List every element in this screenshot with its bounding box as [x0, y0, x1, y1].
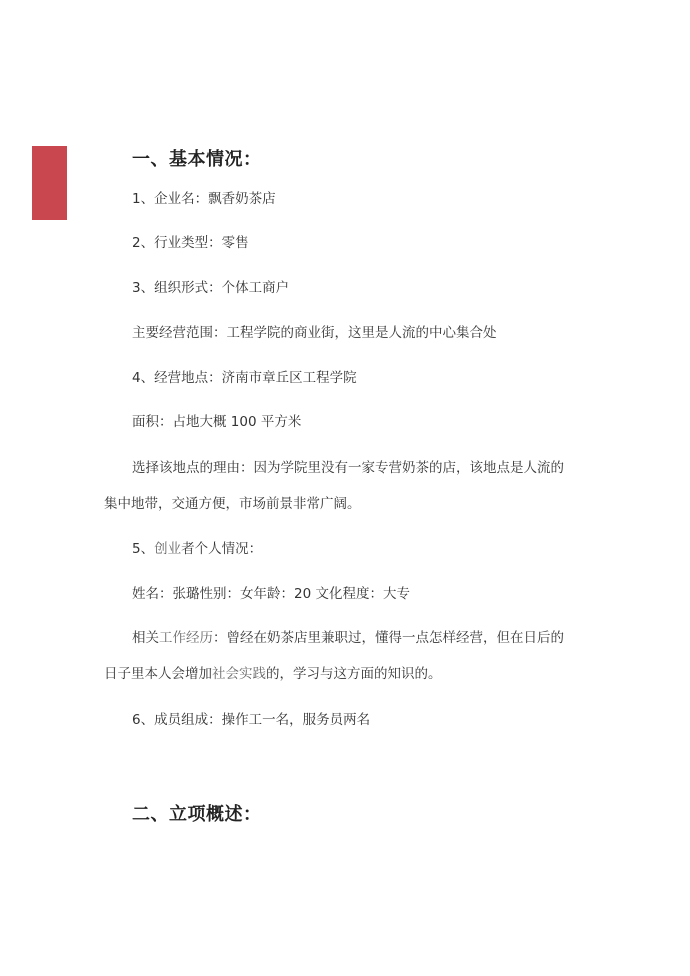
founder-link-text[interactable]: 创业 — [154, 541, 182, 557]
company-name-line: 1、企业名：飘香奶茶店 — [132, 191, 276, 207]
members-line: 6、成员组成：操作工一名，服务员两名 — [132, 712, 371, 728]
organization-form-line: 3、组织形式：个体工商户 — [132, 280, 290, 296]
work-experience-line-2 — [104, 665, 442, 683]
business-scope-line: 主要经营范围：工程学院的商业街，这里是人流的中心集合处 — [132, 325, 497, 341]
work-experience-link[interactable]: 工作经历 — [159, 630, 213, 646]
experience-line2-rest: 的，学习与这方面的知识的。 — [266, 666, 442, 682]
red-side-tab — [32, 146, 67, 220]
founder-info-heading — [132, 540, 262, 558]
business-location-line: 4、经营地点：济南市章丘区工程学院 — [132, 370, 357, 386]
social-practice-link[interactable]: 社会实践 — [212, 666, 266, 682]
experience-prefix: 相关 — [132, 630, 159, 646]
founder-prefix: 5、 — [132, 541, 155, 557]
industry-type-line: 2、行业类型：零售 — [132, 235, 249, 251]
location-reason-line-1: 选择该地点的理由：因为学院里没有一家专营奶茶的店，该地点是人流的 — [132, 460, 564, 476]
personal-info-line: 姓名：张璐性别：女年龄：20 文化程度：大专 — [132, 586, 410, 602]
work-experience-line-1 — [132, 629, 564, 647]
founder-suffix: 者个人情况： — [181, 541, 263, 557]
area-line: 面积：占地大概 100 平方米 — [132, 414, 302, 430]
experience-rest: ：曾经在奶茶店里兼职过，懂得一点怎样经营，但在日后的 — [213, 630, 564, 646]
location-reason-line-2: 集中地带，交通方便，市场前景非常广阔。 — [104, 496, 361, 512]
experience-line2-prefix: 日子里本人会增加 — [104, 666, 212, 682]
section-heading-project-overview: 二、立项概述： — [132, 804, 262, 825]
section-heading-basic-info: 一、基本情况： — [132, 149, 262, 170]
